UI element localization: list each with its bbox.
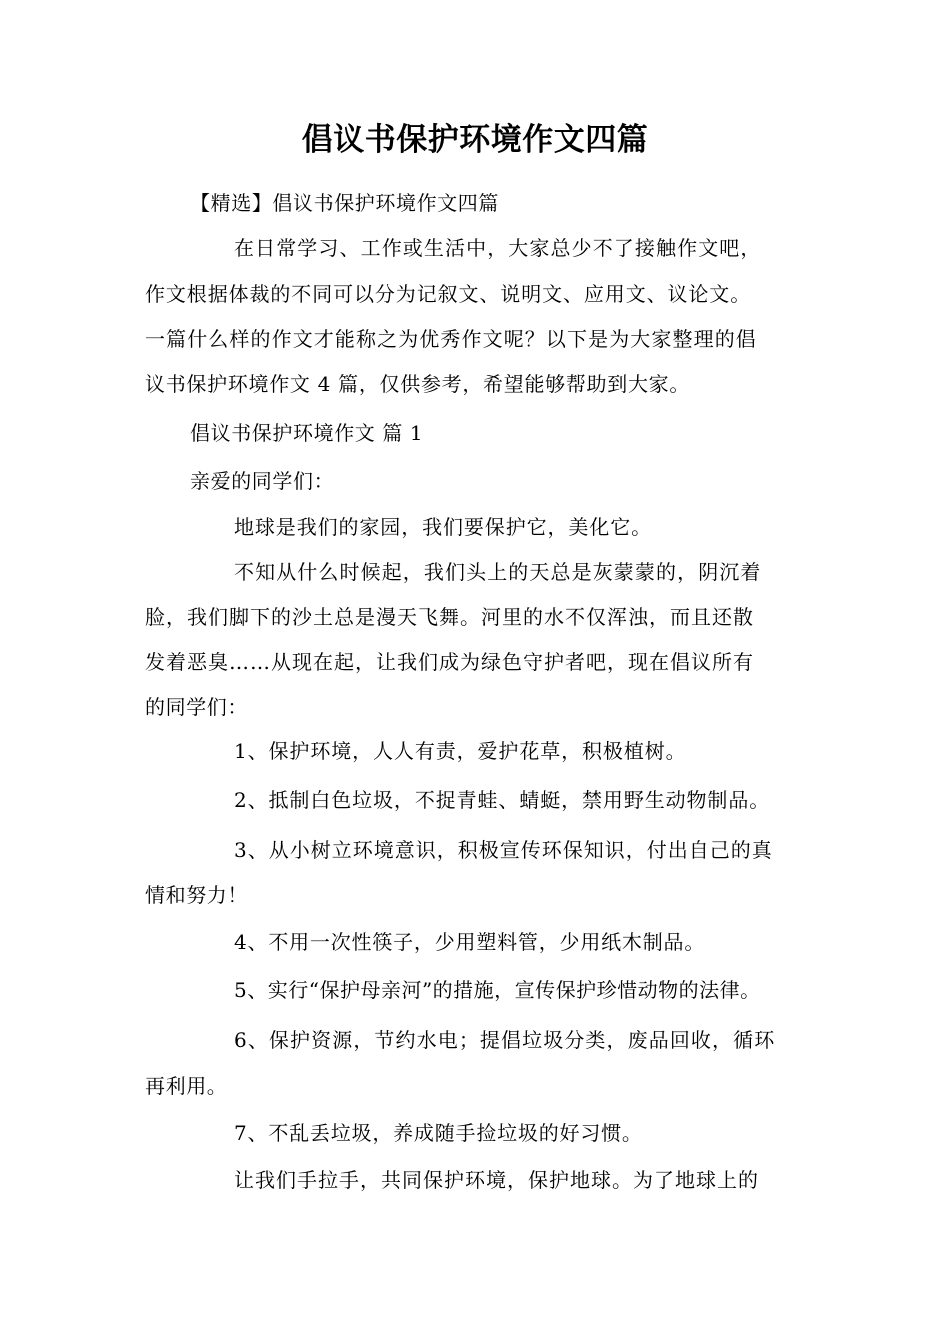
body-line: 地球是我们的家园，我们要保护它，美化它。 — [234, 515, 652, 539]
proposal-item: 5、实行“保护母亲河”的措施，宣传保护珍惜动物的法律。 — [234, 978, 761, 1002]
body-line: 发着恶臭……从现在起，让我们成为绿色守护者吧，现在倡议所有 — [145, 650, 754, 674]
proposal-item: 7、不乱丢垃圾，养成随手捡垃圾的好习惯。 — [234, 1121, 643, 1145]
body-line: 的同学们： — [145, 695, 248, 719]
proposal-item: 3、从小树立环境意识，积极宣传环保知识，付出自己的真 — [234, 838, 773, 862]
closing-line: 让我们手拉手，共同保护环境，保护地球。为了地球上的 — [234, 1168, 759, 1192]
body-line: 脸，我们脚下的沙土总是漫天飞舞。河里的水不仅浑浊，而且还散 — [145, 605, 754, 629]
intro-line-3: 一篇什么样的作文才能称之为优秀作文呢？以下是为大家整理的倡 — [145, 327, 757, 351]
intro-line-2: 作文根据体裁的不同可以分为记叙文、说明文、应用文、议论文。 — [145, 282, 752, 306]
proposal-item-continued: 再利用。 — [145, 1074, 228, 1098]
proposal-item-continued: 情和努力！ — [145, 883, 248, 907]
proposal-item: 2、抵制白色垃圾，不捉青蛙、蜻蜓，禁用野生动物制品。 — [234, 788, 771, 812]
intro-line-1: 在日常学习、工作或生活中，大家总少不了接触作文吧， — [234, 236, 762, 260]
proposal-item: 1、保护环境，人人有责，爱护花草，积极植树。 — [234, 739, 687, 763]
intro-line-4: 议书保护环境作文 4 篇，仅供参考，希望能够帮助到大家。 — [145, 372, 691, 396]
proposal-item: 6、保护资源，节约水电；提倡垃圾分类，废品回收，循环 — [234, 1028, 776, 1052]
subtitle-line: 【精选】倡议书保护环境作文四篇 — [190, 191, 499, 215]
proposal-item: 4、不用一次性筷子，少用塑料管，少用纸木制品。 — [234, 930, 706, 954]
document-title: 倡议书保护环境作文四篇 — [301, 122, 649, 158]
body-line: 不知从什么时候起，我们头上的天总是灰蒙蒙的，阴沉着 — [234, 560, 762, 584]
section-heading: 倡议书保护环境作文 篇 1 — [190, 421, 424, 445]
salutation: 亲爱的同学们： — [190, 469, 335, 493]
